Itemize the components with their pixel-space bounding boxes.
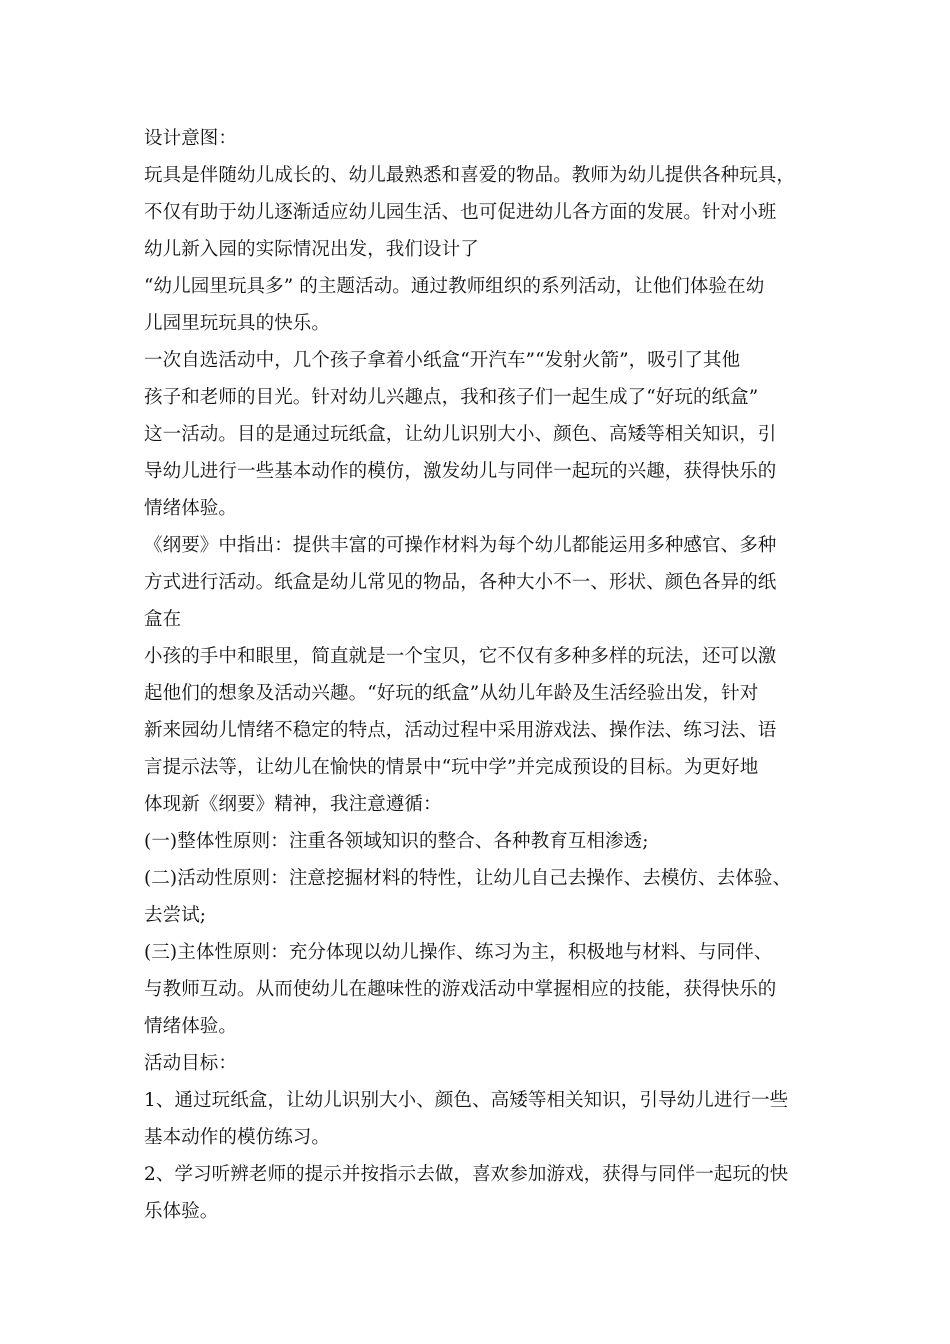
paragraph-line: 孩子和老师的目光。针对幼儿兴趣点，我和孩子们一起生成了“好玩的纸盒” <box>144 387 759 408</box>
goal-item: 2、学习听辨老师的提示并按指示去做，喜欢参加游戏，获得与同伴一起玩的快 <box>144 1164 789 1185</box>
paragraph-line: 小孩的手中和眼里，简直就是一个宝贝，它不仅有多种多样的玩法，还可以激 <box>144 646 777 667</box>
goal-item-continued: 基本动作的模仿练习。 <box>144 1127 331 1148</box>
goal-item-continued: 乐体验。 <box>144 1201 219 1222</box>
principle-item-continued: 情绪体验。 <box>144 1016 238 1037</box>
paragraph-line: 不仅有助于幼儿逐渐适应幼儿园生活、也可促进幼儿各方面的发展。针对小班 <box>144 202 777 223</box>
paragraph-line: 导幼儿进行一些基本动作的模仿，激发幼儿与同伴一起玩的兴趣，获得快乐的 <box>144 461 777 482</box>
paragraph-line: 幼儿新入园的实际情况出发，我们设计了 <box>144 239 479 260</box>
paragraph-line: 新来园幼儿情绪不稳定的特点，活动过程中采用游戏法、操作法、练习法、语 <box>144 720 777 741</box>
paragraph-line: 起他们的想象及活动兴趣。“好玩的纸盒”从幼儿年龄及生活经验出发，针对 <box>144 683 759 704</box>
paragraph-line: 一次自选活动中，几个孩子拿着小纸盒“开汽车”“发射火箭”，吸引了其他 <box>144 350 741 371</box>
principle-item-continued: 去尝试; <box>144 905 207 926</box>
paragraph-line: 这一活动。目的是通过玩纸盒，让幼儿识别大小、颜色、高矮等相关知识，引 <box>144 424 777 445</box>
section-heading-design-intent: 设计意图： <box>144 128 238 149</box>
paragraph-line: 体现新《纲要》精神，我注意遵循： <box>144 794 442 815</box>
paragraph-line: 玩具是伴随幼儿成长的、幼儿最熟悉和喜爱的物品。教师为幼儿提供各种玩具， <box>144 165 796 186</box>
paragraph-line: 情绪体验。 <box>144 498 238 519</box>
paragraph-line: 言提示法等，让幼儿在愉快的情景中“玩中学”并完成预设的目标。为更好地 <box>144 757 759 778</box>
paragraph-line: 盒在 <box>144 609 182 630</box>
section-heading-activity-goals: 活动目标： <box>144 1053 238 1074</box>
goal-item: 1、通过玩纸盒，让幼儿识别大小、颜色、高矮等相关知识，引导幼儿进行一些 <box>144 1090 789 1111</box>
principle-item: (三)主体性原则：充分体现以幼儿操作、练习为主，积极地与材料、与同伴、 <box>144 942 773 963</box>
paragraph-line: 方式进行活动。纸盒是幼儿常见的物品，各种大小不一、形状、颜色各异的纸 <box>144 572 777 593</box>
principle-item: (二)活动性原则：注意挖掘材料的特性，让幼儿自己去操作、去模仿、去体验、 <box>144 868 792 889</box>
paragraph-line: “幼儿园里玩具多” 的主题活动。通过教师组织的系列活动，让他们体验在幼 <box>144 276 765 297</box>
paragraph-line: 《纲要》中指出：提供丰富的可操作材料为每个幼儿都能运用多种感官、多种 <box>144 535 777 556</box>
principle-item: (一)整体性原则：注重各领域知识的整合、各种教育互相渗透; <box>144 831 649 852</box>
document-body <box>144 124 834 1234</box>
principle-item-continued: 与教师互动。从而使幼儿在趣味性的游戏活动中掌握相应的技能，获得快乐的 <box>144 979 777 1000</box>
paragraph-line: 儿园里玩玩具的快乐。 <box>144 313 331 334</box>
